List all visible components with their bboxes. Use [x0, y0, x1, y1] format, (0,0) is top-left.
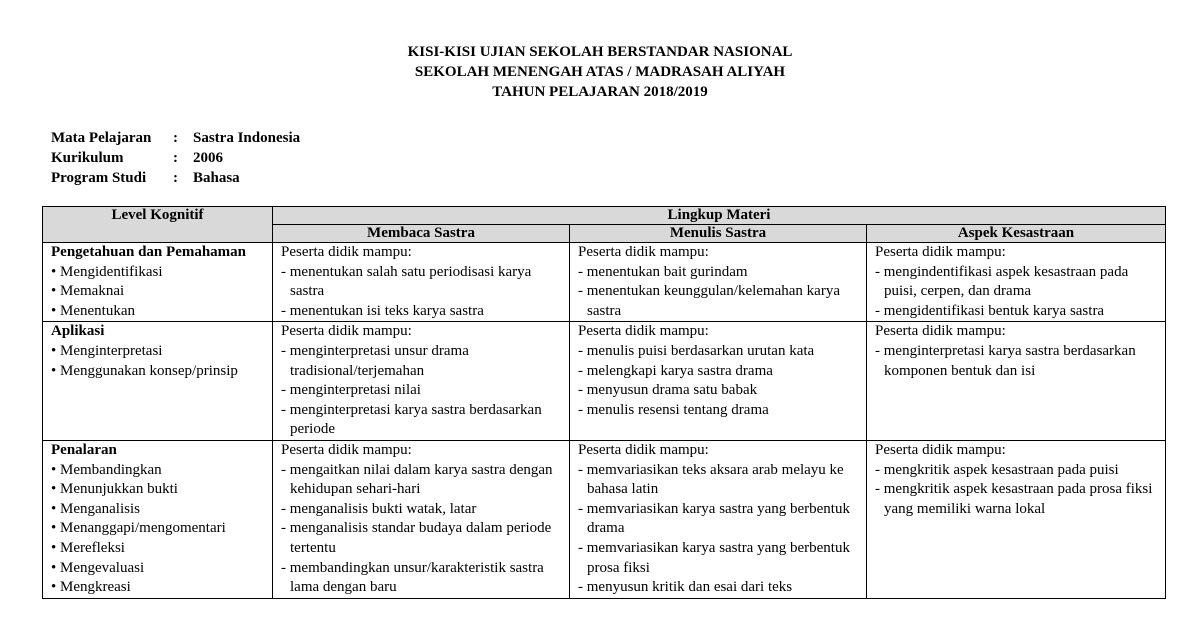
content-cell [867, 440, 1166, 598]
cell-item: - mengidentifikasi bentuk karya sastra [875, 302, 1105, 319]
title-line-3: TAHUN PELAJARAN 2018/2019 [492, 84, 708, 100]
cell-intro: Peserta didik mampu: [578, 323, 709, 340]
meta-colon: : [173, 170, 178, 186]
level-cell [43, 322, 273, 441]
content-cell [570, 243, 867, 322]
cell-item: - menentukan bait gurindam [578, 263, 748, 280]
cell-item: - menginterpretasi unsur drama tradisional/terjemahan [281, 342, 469, 379]
cell-intro: Peserta didik mampu: [281, 441, 412, 458]
cell-item: - mengindentifikasi aspek kesastraan pada puisi, cerpen, dan drama [875, 263, 1129, 300]
cell-item: - menulis resensi tentang drama [578, 401, 769, 418]
content-cell [570, 440, 867, 598]
cell-item: - menentukan isi teks karya sastra [281, 302, 484, 319]
cell-intro: Peserta didik mampu: [578, 244, 709, 260]
content-cell [570, 322, 867, 441]
title-line-2: SEKOLAH MENENGAH ATAS / MADRASAH ALIYAH [414, 64, 786, 80]
cell-item: - menganalisis bukti watak, latar [281, 500, 477, 517]
content-cell [867, 243, 1166, 322]
content-cell [273, 322, 570, 441]
cell-item: - menganalisis standar budaya dalam periode tertentu [281, 520, 552, 556]
meta-row-subject [51, 128, 300, 148]
cell-item: - mengkritik aspek kesastraan pada puisi [875, 461, 1119, 478]
meta-label: Program Studi [51, 170, 147, 186]
meta-row-curriculum [51, 148, 300, 168]
level-item: • Menentukan [51, 302, 135, 319]
column-header-literary-aspect: Aspek Kesastraan [867, 225, 1166, 243]
meta-colon: : [173, 150, 178, 166]
cell-item: - memvariasikan karya sastra yang berbentuk drama [578, 500, 850, 537]
cell-intro: Peserta didik mampu: [578, 441, 709, 458]
level-item: • Menginterpretasi [51, 342, 163, 359]
cell-item: - membandingkan unsur/karakteristik sastra lama dengan baru [281, 559, 544, 596]
document-title [0, 42, 1200, 102]
cell-item: - memvariasikan teks aksara arab melayu ke bahasa latin [578, 461, 844, 498]
meta-label: Kurikulum [51, 150, 124, 166]
meta-value: Bahasa [193, 170, 240, 186]
level-title: Pengetahuan dan Pemahaman [51, 244, 247, 260]
cell-item: - menginterpretasi nilai [281, 382, 421, 399]
cell-item: - menyusun kritik dan esai dari teks [578, 579, 793, 596]
level-item: • Memaknai [51, 283, 125, 300]
cell-intro: Peserta didik mampu: [875, 441, 1006, 458]
level-item: • Mengevaluasi [51, 559, 145, 576]
level-cell [43, 440, 273, 598]
column-header-reading: Membaca Sastra [273, 225, 570, 243]
content-cell [273, 440, 570, 598]
cell-item: - menyusun drama satu babak [578, 382, 758, 399]
level-item: • Menganalisis [51, 500, 140, 517]
cell-item: - mengaitkan nilai dalam karya sastra dengan kehidupan sehari-hari [281, 461, 553, 498]
level-item: • Menanggapi/mengomentari [51, 520, 226, 537]
cell-item: - menulis puisi berdasarkan urutan kata [578, 342, 815, 359]
blueprint-table [42, 206, 1166, 599]
cell-item: - mengkritik aspek kesastraan pada prosa fiksi yang memiliki warna lokal [875, 481, 1153, 517]
table-row [43, 322, 1166, 441]
cell-intro: Peserta didik mampu: [281, 323, 412, 340]
level-title: Penalaran [51, 441, 117, 458]
level-item: • Mengidentifikasi [51, 263, 163, 280]
level-title: Aplikasi [51, 323, 105, 340]
cell-item: - menginterpretasi karya sastra berdasarkan periode [281, 401, 542, 438]
level-item: • Merefleksi [51, 539, 125, 556]
content-cell [867, 322, 1166, 441]
level-item: • Mengkreasi [51, 579, 131, 596]
level-cell [43, 243, 273, 322]
meta-value: 2006 [193, 150, 223, 166]
level-item: • Menunjukkan bukti [51, 481, 178, 498]
material-scope-header: Lingkup Materi [273, 207, 1166, 225]
meta-value: Sastra Indonesia [193, 130, 301, 146]
level-header: Level Kognitif [43, 207, 273, 243]
level-item: • Membandingkan [51, 461, 162, 478]
cell-item: - menentukan keunggulan/kelemahan karya sastra [578, 283, 840, 319]
meta-colon: : [173, 130, 178, 146]
cell-item: - menentukan salah satu periodisasi karya sastra [281, 263, 532, 300]
meta-row-program [51, 168, 300, 188]
subject-info [51, 128, 300, 188]
cell-item: - melengkapi karya sastra drama [578, 362, 773, 379]
cell-item: - menginterpretasi karya sastra berdasarkan komponen bentuk dan isi [875, 342, 1136, 379]
level-item: • Menggunakan konsep/prinsip [51, 362, 238, 379]
cell-intro: Peserta didik mampu: [281, 244, 412, 260]
column-header-writing: Menulis Sastra [570, 225, 867, 243]
title-line-1: KISI-KISI UJIAN SEKOLAH BERSTANDAR NASIONAL [407, 44, 793, 60]
cell-intro: Peserta didik mampu: [875, 323, 1006, 340]
cell-item: - memvariasikan karya sastra yang berbentuk prosa fiksi [578, 539, 850, 576]
meta-label: Mata Pelajaran [51, 130, 152, 146]
table-row [43, 243, 1166, 322]
cell-intro: Peserta didik mampu: [875, 244, 1006, 260]
content-cell [273, 243, 570, 322]
table-row [43, 440, 1166, 598]
